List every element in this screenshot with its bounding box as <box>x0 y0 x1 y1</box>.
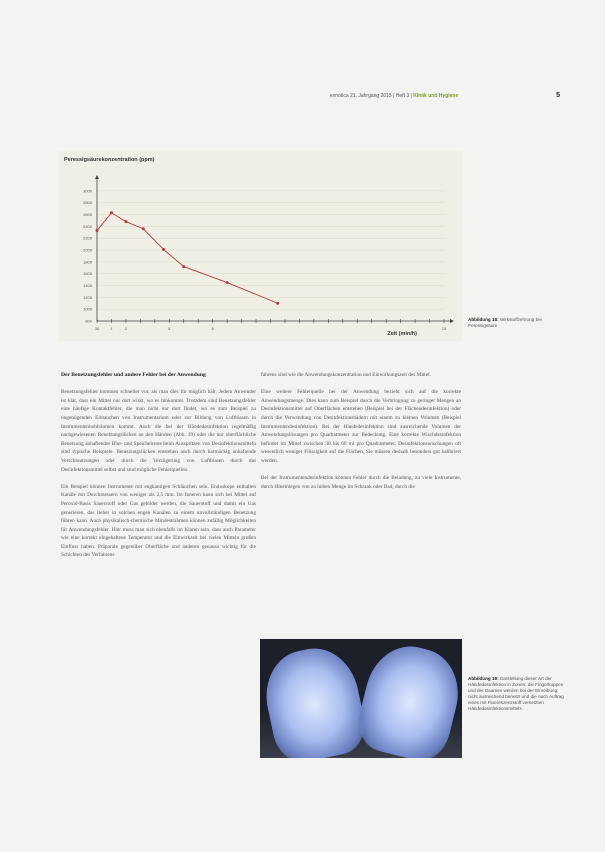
paragraph: Benetzungsfehler kommen schneller vor, als man dies für möglich hält. Jedem Anwender ist klar, dass ein Mittel nur dort wirkt, wo es hinkommt. Trotzdem sind Benetzungsfehler eine häufige Kontaktfehler, die man nicht nur dort findet, wo es zum Beispiel zu ungenügenden Eintauchen von Instrumentarium oder zur Bildung von Luftblasen in Instrumentenhohlräumen kommt. Auch die bei der Händedesinfektion regelmäßig nachgewiesenen Benetzungslücken an den Händen (Abb. 19) oder die nur oberflächliche Benetzung anhaftender Blut- und Speichelreste beim Ausspritzen von Desinfektionsmitteln sind typische Beispiele. Benetzungslücken entstehen auch durch hartnäckig anhaftende Verschmutzungen oder durch die Verzögerung von Luftblasen durch das Desinfektionsmittel selbst und sind mögliche Fehlerquellen. <box>61 389 256 473</box>
figure-caption-19 <box>468 676 568 712</box>
chart-title: Peressigsäurekonzentration (ppm) <box>64 157 155 163</box>
x-tick-label: 30 <box>94 326 100 331</box>
x-axis-arrow <box>450 319 454 323</box>
y-tick-label: 1200 <box>83 294 92 300</box>
x-axis-label: Zeit (min/h) <box>387 331 417 337</box>
y-axis-arrow <box>95 175 99 179</box>
x-tick-label: 8 <box>211 326 214 331</box>
y-tick-label: 2400 <box>83 223 92 229</box>
caption-text: Darstellung dieser Art der Händedesinfektion in Zonen: die Fingerkuppen und der Daumen werden bei der Einreibung, nicht ausreichend benetzt und die nach Auftrag eines mit Fluoreszenzstoff versetzten Händedesinfektionsmittels. <box>468 676 564 711</box>
page-header <box>330 93 560 99</box>
paragraph: Eine weitere Fehlerquelle bei der Anwendung bezieht sich auf die korrekte Anwendungsmenge. Dies kann zum Beispiel durch die Verbringung zu geringer Mengen an Desinfektionsmittel auf Oberflächen entstehen (Beispiel bei der Flächendesinfektion) oder durch die Verwendung von Desinfektionsbädern mit einem zu kleinen Volumen (Beispiel Instrumentendesinfektion). Bei der Händedesinfektion sind ausreichende Volumen der Anwendungslösungen pro Quadratmeter zur Bedeckung. Eine korrekte Wischdesinfektion befindet im Mittel zwischen 30 bis 60 ml pro Quadratmeter. Desinfektionswischungen oft wesentlich weniger Flüssigkeit auf die Flächen, Sie müssen deshalb besonders gut kalibriert werden. <box>261 389 461 464</box>
x-tick-label: 5 <box>168 326 171 331</box>
y-tick-label: 800 <box>85 318 92 324</box>
x-tick-label: 1 <box>110 326 113 331</box>
right-hand-image <box>352 639 462 758</box>
left-column <box>61 371 256 569</box>
concentration-chart <box>59 151 462 341</box>
data-point <box>276 302 279 305</box>
y-tick-label: 1800 <box>83 259 92 265</box>
hands-uv-photo <box>260 639 462 758</box>
data-point <box>96 229 99 232</box>
y-tick-label: 2800 <box>83 200 92 206</box>
data-point <box>142 227 145 230</box>
data-point <box>162 248 165 251</box>
y-tick-label: 3000 <box>83 188 92 194</box>
paragraph: fahrens sind wie die Anwendungskonzentration und Einwirkungszeit des Mittel. <box>261 372 431 378</box>
data-point <box>226 281 229 284</box>
data-point <box>182 265 185 268</box>
y-tick-label: 1000 <box>83 306 92 312</box>
data-point <box>124 220 127 223</box>
journal-info: exnotica 21. Jahrgang 2015 | Heft 3 | <box>330 93 412 99</box>
y-tick-label: 1400 <box>83 283 92 289</box>
caption-label: Abbildung 18: <box>468 317 499 322</box>
chart-svg <box>59 151 462 341</box>
page-number: 5 <box>556 92 560 99</box>
paragraph: Ein Beispiel können Instrumente mit engkantigen Schläuchen sein. Endoskope enthalten Kanäle mit Durchmessern von weniger als 2,5 mm. Im Inneren kann sich bei Mittel auf Peroxid-Basis Sauerstoff oder Gas gebildet werden, die Sauerstoff und damit ein Gas generieren, das lieber in solchen engen Kanälen zu einem unvollständigen Benetzung führen kann. Auch physikalisch-chemische Mindestrahmen können zufällig Möglichkeiten für Anwendungsfehler. Hier muss man sich ebenfalls im Klaren sein, dass auch Parameter wie eine korrekt eingehaltene Temperatur und die Einwirkzeit bei vielen Mitteln großen Einfluss haben. Präparate gegenüber Oberfläche und anderen genauso wichtig für die Schichten des Verfahrens <box>61 483 256 559</box>
y-tick-label: 1600 <box>83 271 92 277</box>
paragraph: Bei der Instrumentendesinfektion können Fehler durch die Beladung, zu viele Instrumente, durch Hineinlegen von zu hohen Menge im Schrank oder Bad, durch die <box>261 475 461 490</box>
x-tick-label: 24 <box>441 326 447 331</box>
y-tick-label: 2000 <box>83 247 92 253</box>
figure-caption-18 <box>468 317 568 329</box>
caption-label: Abbildung 19: <box>468 676 499 681</box>
section-heading: Der Benetzungsfehler und andere Fehler bei der Anwendung <box>61 372 206 378</box>
right-column <box>261 371 461 500</box>
x-tick-label: 2 <box>124 326 128 331</box>
data-point <box>110 211 113 214</box>
section-name: Klinik und Hygiene <box>413 93 459 99</box>
left-hand-image <box>260 641 370 758</box>
y-tick-label: 2200 <box>83 235 92 241</box>
caption-text: Wirkstoffzehrung bei Peressigsäure <box>468 317 542 328</box>
y-tick-label: 2600 <box>83 212 92 218</box>
